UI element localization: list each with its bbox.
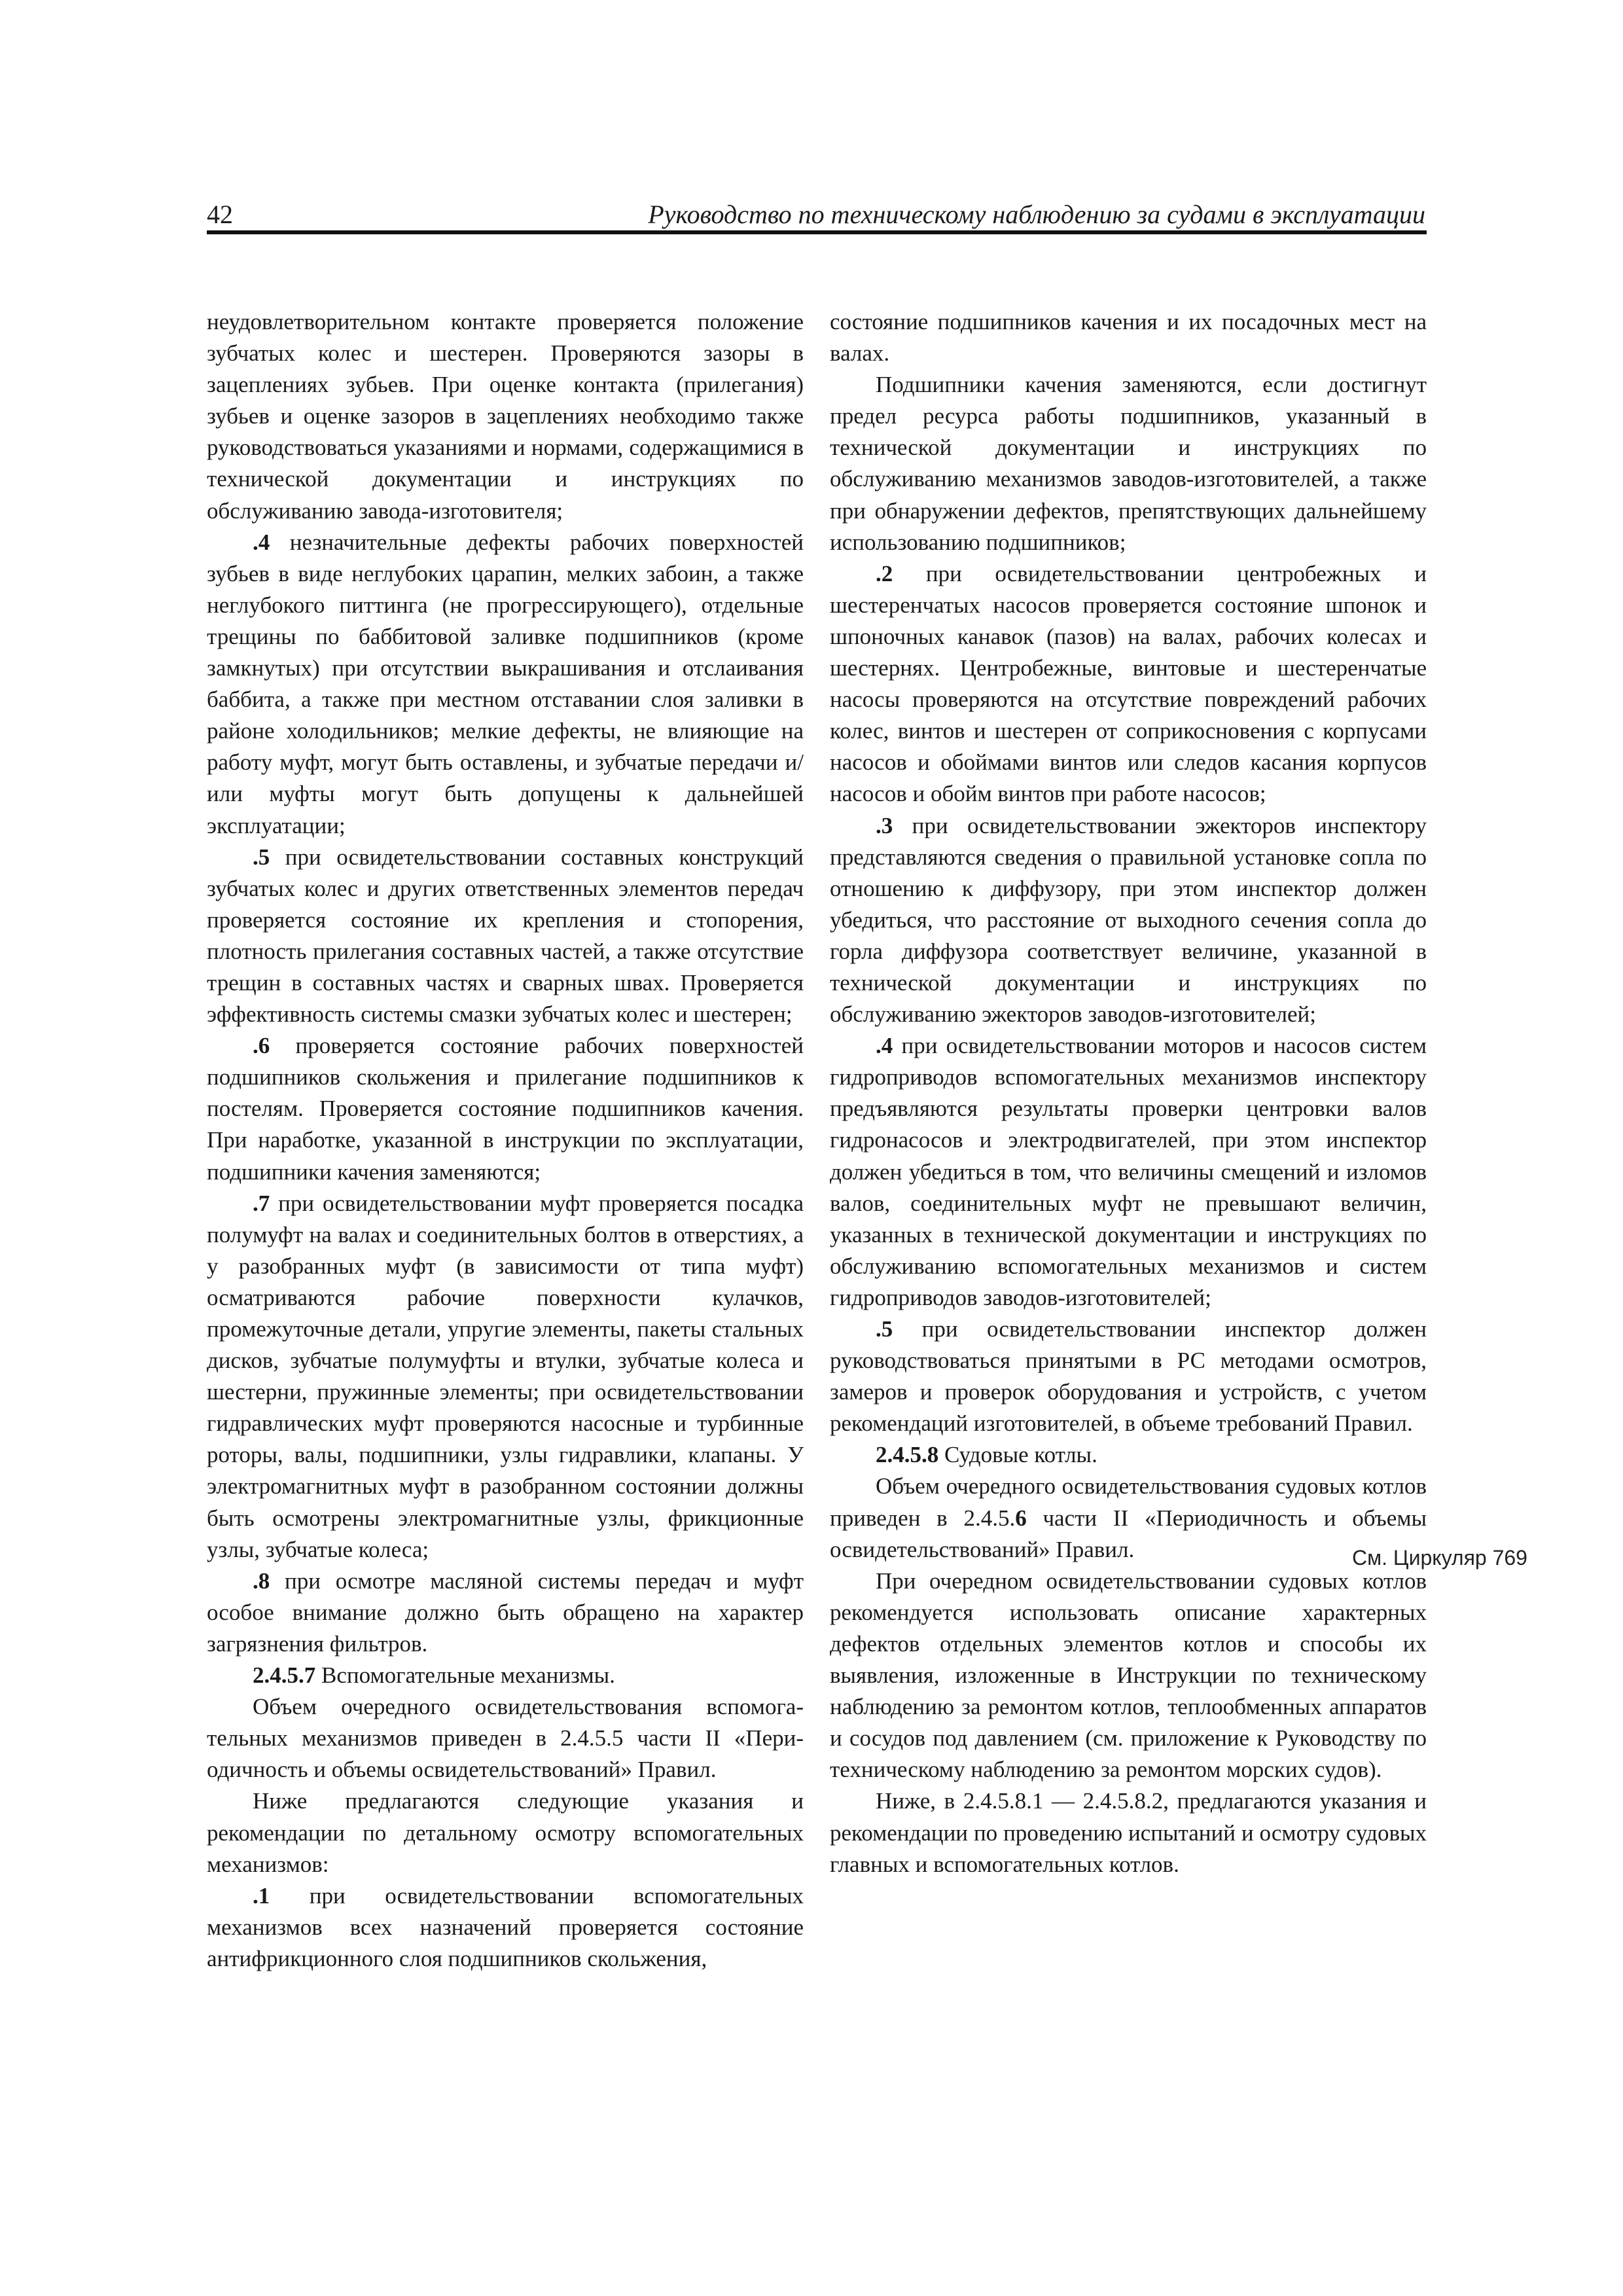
item-text: при освидетельствовании центробежных и шестеренчатых насосов проверяется состояние шпонок и шпоночных канавок (пазов) на валах, рабочих колесах и шестернях. Центробежные, винтовые и шестеренчатые насосы проверяются на отсутствие повреждений рабочих колес, винтов и шестерен от соприкосновения с корпусами насосов и обоймами винтов или следов касания корпусов насосов и обойм винтов при работе насосов; xyxy=(830,560,1427,807)
paragraph: Ниже предлагаются следующие указания и рекомендации по детальному осмотру вспомогательных механизмов: xyxy=(207,1788,804,1877)
item-text: при освидетельствовании муфт проверяется посадка полумуфт на валах и соединительных болтов в отверстиях, а у разобранных муфт (в зависимости от типа муфт) осматриваются рабочие поверхности кулачков, промежуточные детали, упругие элементы, пакеты стальных дисков, зубчатые полумуфты и втулки, зубчатые колеса и шестерни, пружинные элементы; при освидетельствовании гидравлических муфт проверяются насосные и турбинные роторы, валы, подшипники, узлы гидравлики, клапаны. У электромагнитных муфт в разобранном состоянии должны быть осмотрены электромагнитные узлы, фрикционные узлы, зубчатые колеса; xyxy=(207,1190,804,1562)
item-number: .5 xyxy=(253,844,270,870)
paragraph xyxy=(207,842,804,1031)
right-column xyxy=(830,306,1427,1880)
paragraph: Ниже, в 2.4.5.8.1 — 2.4.5.8.2, предлагаются указания и рекомендации по проведению испытаний и осмотру судовых главных и вспомогательных котлов. xyxy=(830,1788,1427,1877)
section-number: 2.4.5.7 xyxy=(253,1662,316,1689)
section-heading xyxy=(830,1439,1427,1471)
paragraph xyxy=(207,1880,804,1975)
item-number: .8 xyxy=(253,1568,270,1594)
item-text: незначительные дефекты рабочих поверхностей зубьев в виде неглубоких царапин, мелких забоин, а также неглубокого питтинга (не прогрессирующего), отдельные трещины по баббитовой заливке подшипников (кроме замкнутых) при отсутствии выкрашивания и отслаивания баббита, а также при местном отставании слоя заливки в районе холодильников; мелкие дефекты, не влияющие на работу муфт, могут быть оставлены, и зубчатые передачи и/или муфты могут быть допущены к дальнейшей эксплуатации; xyxy=(207,529,804,838)
section-number: 2.4.5.8 xyxy=(876,1442,939,1468)
item-text: проверяется состояние рабочих поверхностей подшипников скольжения и прилегание подшипников к постелям. Проверяется состояние подшипников качения. При наработке, указанной в инструкции по эксплуатации, подшипники качения заменяются; xyxy=(207,1033,804,1185)
section-title: Судовые котлы. xyxy=(938,1442,1097,1468)
item-text: при освидетельствовании моторов и насосов систем гидроприводов вспомогательных механизмов инспектору предъявляются результаты проверки центровки валов гидронасосов и электродвигателей, при этом инспектор должен убедиться в том, что величины смещений и изломов валов, соединительных муфт не превышают величин, указанных в технической документации и инструкциях по обслуживанию вспомогательных механизмов и систем гидроприводов заводов-изготовителей; xyxy=(830,1033,1427,1310)
item-number: .2 xyxy=(876,560,893,586)
section-heading xyxy=(207,1660,804,1691)
paragraph: состояние подшипников качения и их посадочных мест на валах. xyxy=(830,309,1427,367)
paragraph xyxy=(830,1314,1427,1439)
paragraph xyxy=(207,1188,804,1566)
paragraph: При очередном освидетельствовании судовых котлов рекомендуется использовать описание характерных дефектов отдельных элементов котлов и способы их выявления, изложенные в Инструкции по техническому наблюдению за ремонтом котлов, теплообменных аппаратов и сосудов под давлением (см. приложение к Руководству по техническому наблюдению за ремонтом морских судов). xyxy=(830,1568,1427,1783)
item-number: .4 xyxy=(253,529,270,555)
paragraph: неудовлетворительном контакте проверяется положение зубчатых колес и шестерен. Проверяются зазоры в зацеплениях зубьев. При оценке контакта (прилегания) зубьев и оценке зазоров в зацеплениях необходимо также руководствоваться указаниями и нормами, содержащимися в технической документации и инструкциях по обслуживанию завода-изготовителя; xyxy=(207,309,804,524)
section-title: Вспомогательные механизмы. xyxy=(315,1662,615,1689)
paragraph-text: Объем очередного освидетельствования судовых котлов приведен в 2.4.5. xyxy=(830,1473,1427,1531)
paragraph xyxy=(830,810,1427,1031)
paragraph xyxy=(207,1566,804,1660)
paragraph xyxy=(830,558,1427,810)
reference-number: 6 xyxy=(1015,1505,1027,1531)
paragraph-text: части II «Периодичность и объемы освидетельствований» Правил. xyxy=(830,1505,1427,1562)
item-text: при освидетельствовании инспектор должен руководствоваться принятыми в РС методами осмотров, замеров и проверок оборудования и устройств, с учетом рекомендаций изготовителей, в объеме требований Правил. xyxy=(830,1316,1427,1437)
paragraph xyxy=(207,1030,804,1187)
running-title: Руководство по техническому наблюдению за судами в эксплуатации xyxy=(648,200,1425,229)
item-number: .5 xyxy=(876,1316,893,1342)
item-text: при освидетельствовании вспомогательных механизмов всех назначений проверяется состояние антифрикционного слоя подшипников скольжения, xyxy=(207,1882,804,1971)
item-text: при осмотре масляной системы передач и муфт особое внимание должно быть обращено на характер загрязнения фильтров. xyxy=(207,1568,804,1657)
left-column xyxy=(207,306,804,1975)
item-number: .3 xyxy=(876,812,893,838)
header-rule xyxy=(207,230,1427,234)
paragraph xyxy=(207,527,804,842)
item-number: .6 xyxy=(253,1033,270,1059)
paragraph xyxy=(830,1471,1427,1565)
item-number: .1 xyxy=(253,1882,270,1909)
paragraph xyxy=(830,1030,1427,1314)
paragraph: Объем очередного освидетельствования вспомогательных механизмов приведен в 2.4.5.5 части II «Периодичность и объемы освидетельствований» Правил. xyxy=(207,1694,804,1783)
circular-reference-note: См. Циркуляр 769 xyxy=(1352,1546,1527,1570)
paragraph: Подшипники качения заменяются, если достигнут предел ресурса работы подшипников, указанный в технической документации и инструкциях по обслуживанию механизмов заводов-изготовителей, а также при обнаружении дефектов, препятствующих дальнейшему использованию подшипников; xyxy=(830,372,1427,555)
page-number: 42 xyxy=(207,200,233,229)
item-text: при освидетельствовании эжекторов инспектору представляются сведения о правильной установке сопла по отношению к диффузору, при этом инспектор должен убедиться, что расстояние от выходного сечения сопла до горла диффузора соответствует величине, указанной в технической документации и инструкциях по обслуживанию эжекторов заводов-изготовителей; xyxy=(830,812,1427,1028)
item-text: при освидетельствовании составных конструкций зубчатых колес и других ответственных элементов передач проверяется состояние их крепления и стопорения, плотность прилегания составных частей, а также отсутствие трещин в составных частях и сварных швах. Проверяется эффективность системы смазки зубчатых колес и шестерен; xyxy=(207,844,804,1028)
item-number: .4 xyxy=(876,1033,893,1059)
item-number: .7 xyxy=(253,1190,270,1216)
